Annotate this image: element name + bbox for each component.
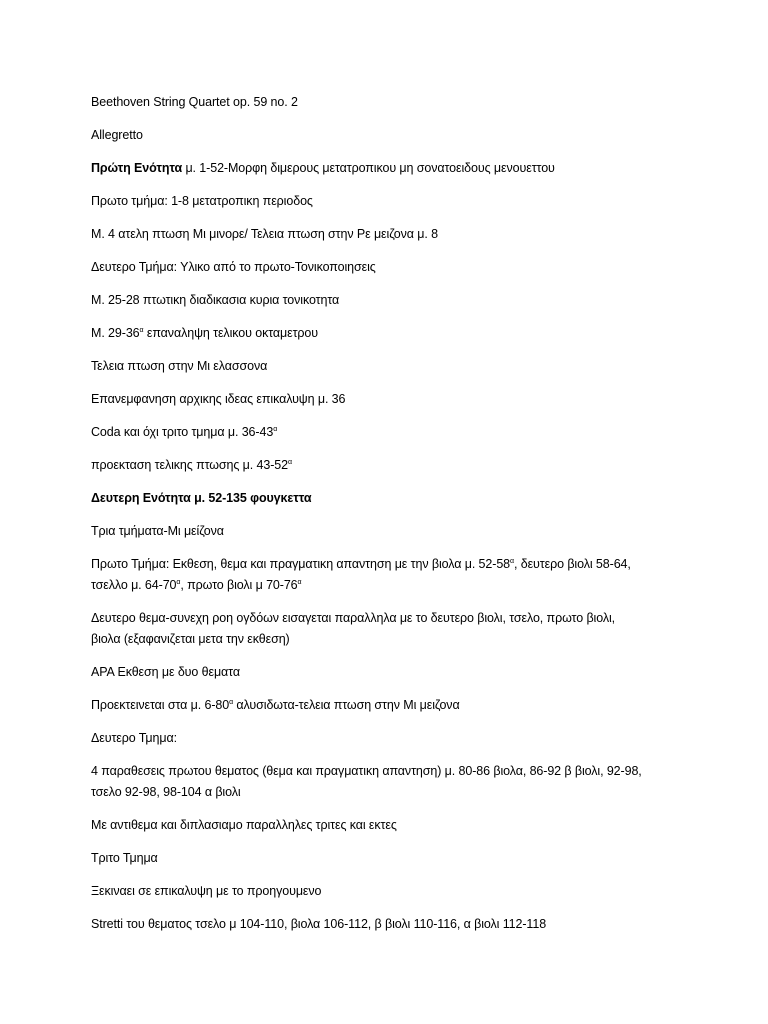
paragraph: Δευτερο θεμα-συνεχη ροη ογδόων εισαγεται παραλληλα με το δευτερο βιολι, τσελο, πρωτο βιολι, βιολα (εξαφανιζεται μετα την εκθεση) [91,611,616,646]
paragraph: Πρωτο Τμήμα: Εκθεση, θεμα και πραγματικη απαντηση με την βιολα μ. $52-58^\alpha$, δευτερο βιολι 58-64, τσελλο μ. $64-70^\alpha$, πρωτο βιολι μ $70-76^\alpha$ [91,557,631,592]
paragraph: Τρια τμήματα-Μι μείζονα [91,524,224,538]
superscript: α [297,579,302,586]
section-label: Πρώτη Ενότητα [91,161,183,175]
tempo-marking: Allegretto [91,128,143,142]
paragraph: Μ. $29-36^\alpha$ επαναληψη τελικου οκταμετρου [91,326,319,340]
paragraph: ΑΡΑ Εκθεση με δυο θεματα [91,665,240,679]
document-body [91,92,691,947]
paragraph: 4 παραθεσεις πρωτου θεματος (θεμα και πραγματικη απαντηση) μ. 80-86 βιολα, 86-92 β βιολι, 92-98, τσελο 92-98, 98-104 α βιολι [91,764,642,799]
section-heading-second: Δευτερη Ενότητα μ. 52-135 φουγκεττα [91,491,312,505]
superscript: α [510,558,514,565]
superscript: α [176,579,181,586]
paragraph: Τριτο Τμημα [91,851,158,865]
paragraph: Τελεια πτωση στην Μι ελασσονα [91,359,268,373]
paragraph: Με αντιθεμα και διπλασιαμο παραλληλες τριτες και εκτες [91,818,397,832]
superscript: α [229,699,234,706]
paragraph: Πρωτο τμήμα: 1-8 μετατροπικη περιοδος [91,194,313,208]
superscript: α [273,426,278,433]
paragraph: Ξεκιναει σε επικαλυψη με το προηγουμενο [91,884,322,898]
paragraph: Μ. 4 ατελη πτωση Μι μινορε/ Τελεια πτωση στην Ρε μειζονα μ. 8 [91,227,438,241]
paragraph: Δευτερο Τμήμα: Υλικο από το πρωτο-Τονικοποιησεις [91,260,376,274]
paragraph: Επανεμφανηση αρχικης ιδεας επικαλυψη μ. 36 [91,392,346,406]
paragraph: Προεκτεινεται στα μ. $6-80^\alpha$ αλυσιδωτα-τελεια πτωση στην Μι μειζονα [91,698,460,712]
paragraph: Coda και όχι τριτο τμημα μ. $36-43^\alpha$ [91,425,278,439]
superscript: α [288,459,292,466]
paragraph: προεκταση τελικης πτωσης μ. $43-52^\alpha$ [91,458,292,472]
paragraph: Stretti του θεματος τσελο μ 104-110, βιολα 106-112, β βιολι 110-116, α βιολι 112-118 [91,917,547,931]
section-heading-first: Πρώτη Ενότητα μ. 1-52-Μορφη διμερους μετατροπικου μη σονατοειδους μενουεττου [91,161,555,175]
paragraph: Δευτερο Τμημα: [91,731,177,745]
document-title: Beethoven String Quartet op. 59 no. 2 [91,95,298,109]
paragraph: Μ. 25-28 πτωτικη διαδικασια κυρια τονικοτητα [91,293,340,307]
superscript: α [139,327,144,334]
